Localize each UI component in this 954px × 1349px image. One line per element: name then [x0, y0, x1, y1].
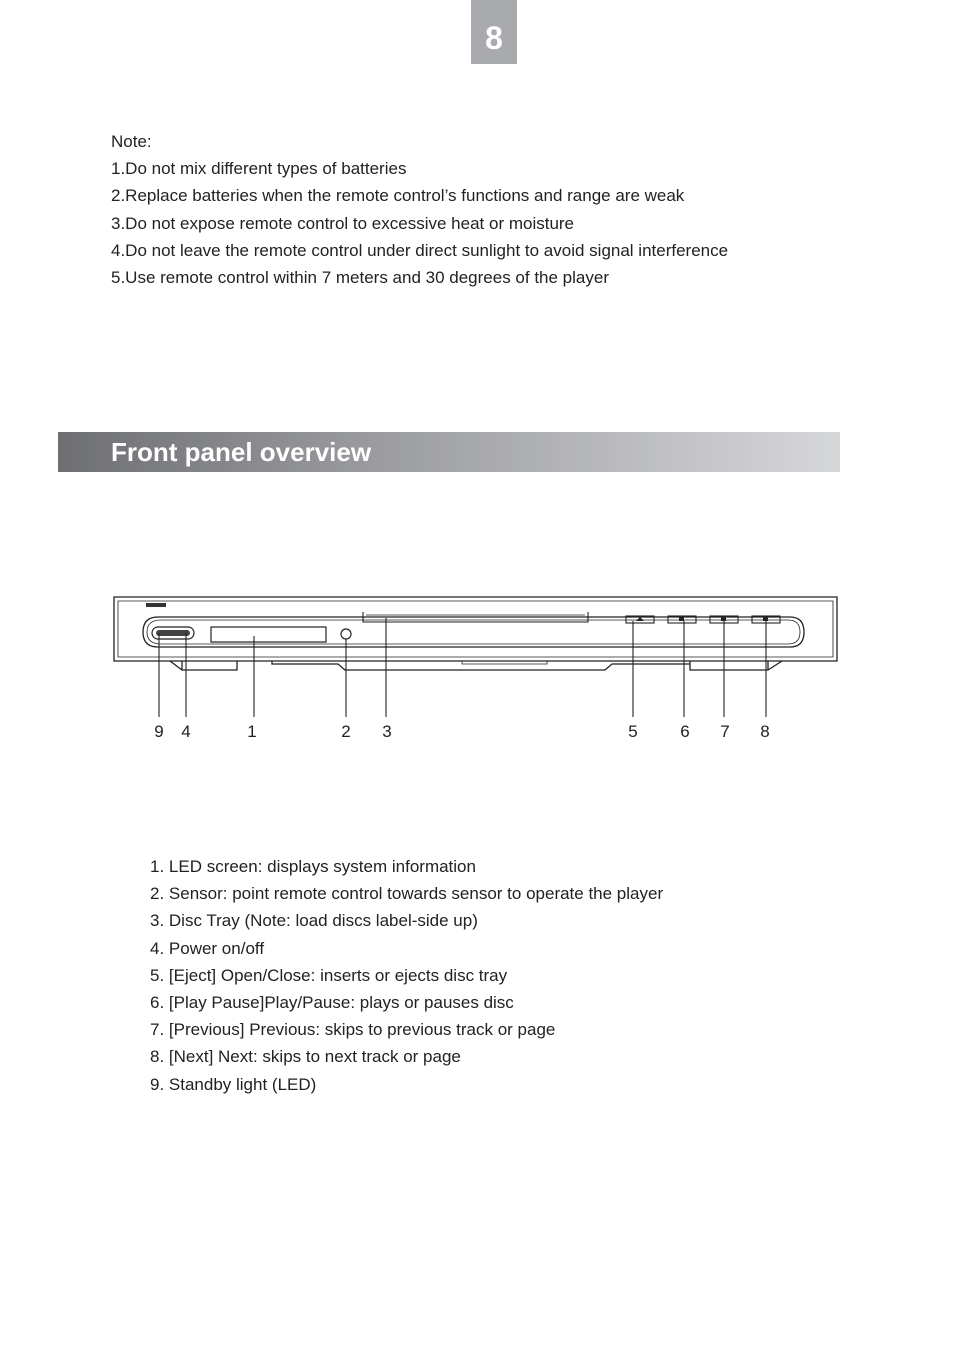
legend-item: 8. [Next] Next: skips to next track or page	[150, 1047, 461, 1067]
page-number: 8	[471, 0, 517, 64]
led-screen	[211, 627, 326, 642]
previous-symbol-icon	[721, 617, 726, 621]
note-item: 1.Do not mix different types of batteries	[111, 159, 407, 179]
brand-logo	[146, 603, 166, 607]
next-symbol-icon	[763, 617, 768, 621]
legend-item: 9. Standby light (LED)	[150, 1074, 317, 1094]
front-panel-diagram	[0, 580, 954, 760]
note-item: 4.Do not leave the remote control under direct sunlight to avoid signal interference	[111, 240, 729, 260]
note-item: 5.Use remote control within 7 meters and 30 degrees of the player	[111, 267, 609, 287]
ir-sensor	[341, 629, 351, 639]
callout-label: 1	[247, 722, 257, 741]
callout-label: 5	[628, 722, 638, 741]
player-body	[114, 597, 837, 670]
section-title: Front panel overview	[111, 437, 372, 467]
legend-item: 2. Sensor: point remote control towards sensor to operate the player	[150, 884, 664, 904]
play-pause-symbol-icon	[679, 617, 684, 621]
note-heading: Note:	[111, 132, 152, 151]
callout-label: 2	[341, 722, 351, 741]
section-header-bar	[58, 432, 840, 472]
front-panel-legend	[150, 853, 663, 1098]
note-item: 3.Do not expose remote control to excessive heat or moisture	[111, 213, 575, 233]
legend-item: 1. LED screen: displays system information	[150, 857, 476, 876]
callout-label: 6	[680, 722, 690, 741]
battery-note	[111, 128, 728, 291]
note-item: 2.Replace batteries when the remote control’s functions and range are weak	[111, 186, 685, 206]
callout-label: 8	[760, 722, 770, 741]
leader-lines	[159, 618, 766, 717]
callout-label: 7	[720, 722, 730, 741]
callout-label: 9	[154, 722, 164, 741]
callout-label: 4	[181, 722, 191, 741]
legend-item: 3. Disc Tray (Note: load discs label-side up)	[150, 911, 478, 931]
callout-label: 3	[382, 722, 392, 741]
legend-item: 5. [Eject] Open/Close: inserts or ejects disc tray	[150, 965, 508, 985]
standby-light	[156, 630, 190, 636]
legend-item: 4. Power on/off	[150, 938, 265, 958]
legend-item: 6. [Play Pause]Play/Pause: plays or pauses disc	[150, 992, 514, 1012]
legend-item: 7. [Previous] Previous: skips to previous track or page	[150, 1020, 556, 1040]
